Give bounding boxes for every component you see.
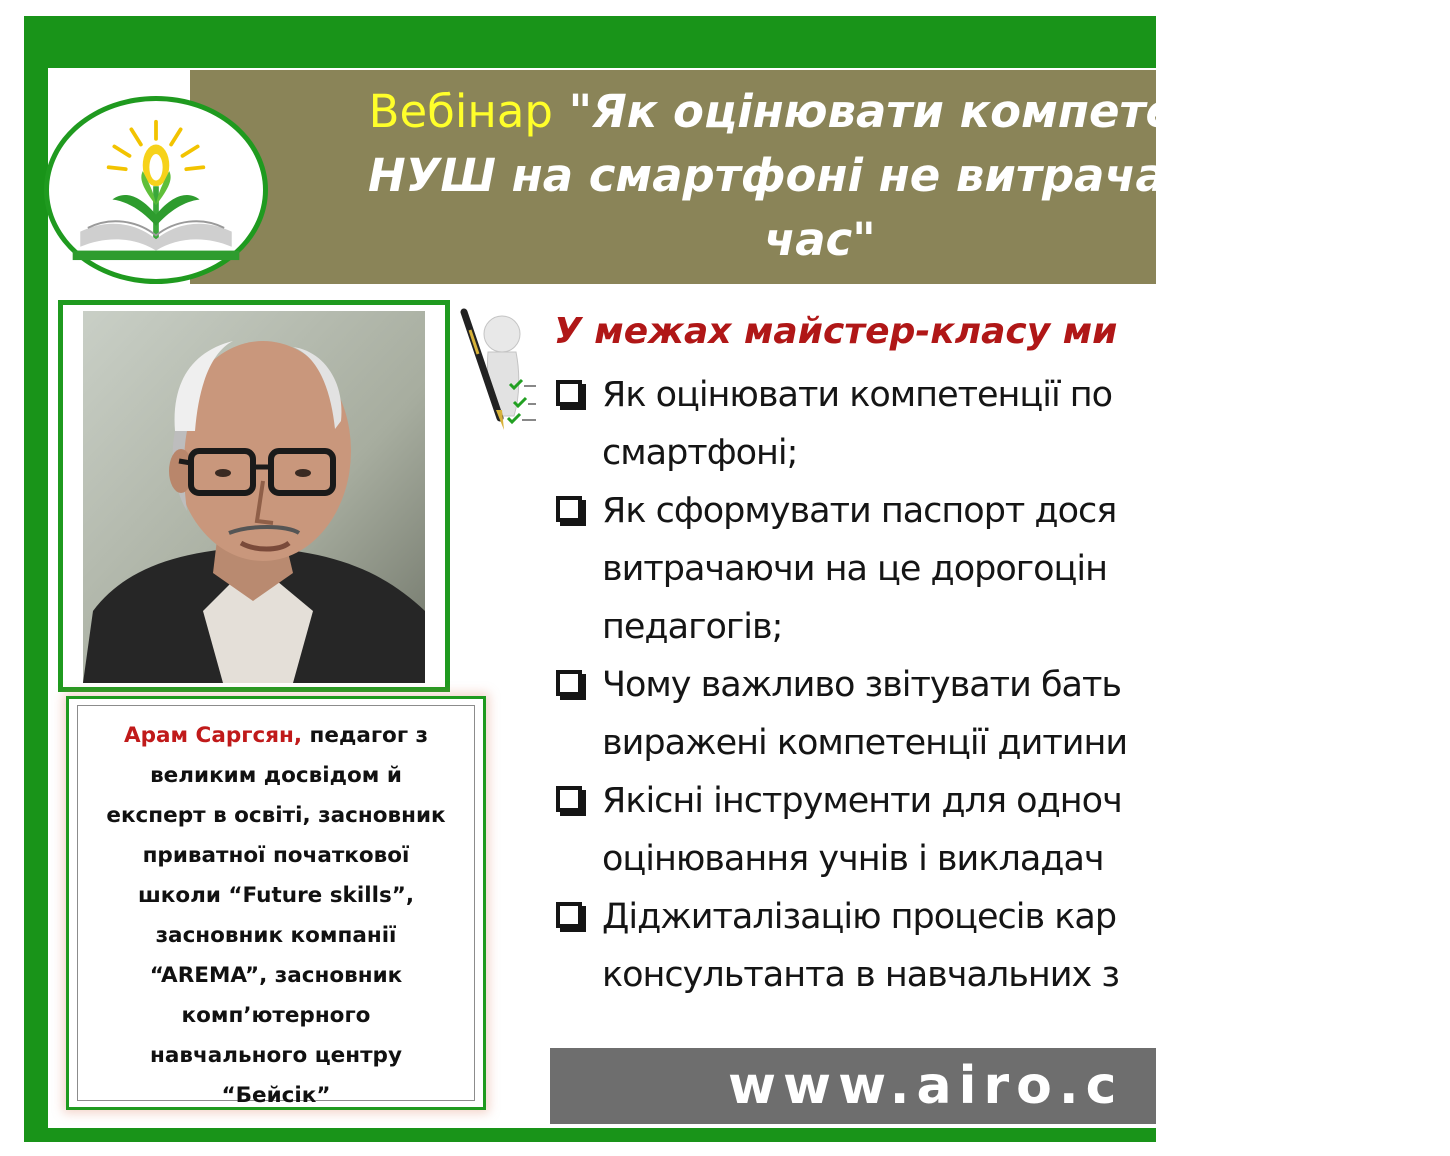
list-item [556,656,1256,772]
item-line: витрачаючи на це дорогоцін [602,549,1107,589]
item-line: Як оцінювати компетенції по [602,375,1113,415]
checkbox-icon [556,496,582,522]
item-line: виражені компетенції дитини [602,723,1128,763]
checkbox-icon [556,670,582,696]
list-item [556,482,1256,656]
item-line: оцінювання учнів і викладач [602,839,1104,879]
program-list [556,366,1256,1004]
bio-line: приватної початкової [142,843,410,868]
webinar-content [454,300,1156,1040]
website-banner [550,1048,1156,1124]
speaker-bio-border [77,705,475,1108]
bio-line: школи “Future skills”, [137,883,415,908]
list-item [556,366,1256,482]
item-line: Як сформувати паспорт дося [602,491,1117,531]
logo-graphic [49,101,263,279]
item-line: Діджиталізацію процесів кар [602,897,1117,937]
bio-line: засновник компанії [155,923,397,948]
program-subtitle: У межах майстер-класу ми [554,311,1118,352]
list-item [556,888,1256,1004]
pen-figure-icon [458,306,538,436]
item-line: Чому важливо звітувати бать [602,665,1121,705]
bio-line: експерт в освіті, засновник [106,803,446,828]
item-line: консультанта в навчальних з [602,955,1119,995]
speaker-photo-frame [58,300,450,692]
bio-line: “AREMA”, засновник [149,963,403,988]
title-word: Вебінар [368,85,553,138]
bio-line: великим досвідом й [150,763,402,788]
title-line3: час" [764,213,876,266]
item-line: смартфоні; [602,433,798,473]
bio-line: педагог з [302,723,429,748]
webinar-title [190,80,1450,272]
speaker-bio [78,706,474,1126]
bio-line: навчального центру [150,1043,402,1068]
list-item [556,772,1256,888]
website-url[interactable]: www.airo.c [728,1056,1124,1116]
book-sprout-logo [44,96,268,284]
checkbox-icon [556,786,582,812]
checkbox-icon [556,380,582,406]
item-line: Якісні інструменти для одноч [602,781,1122,821]
bio-line: комп’ютерного [181,1003,371,1028]
checkbox-icon [556,902,582,928]
speaker-bio-box [66,696,486,1110]
title-banner [190,70,1272,284]
speaker-photo [83,311,425,683]
title-line2: НУШ на смартфоні не витрачаючи [368,149,1272,202]
bio-line: “Бейсік” [221,1083,331,1108]
item-line: педагогів; [602,607,783,647]
title-line1: "Як оцінювати компетенції [553,85,1272,138]
speaker-name: Арам Саргсян, [123,723,303,748]
